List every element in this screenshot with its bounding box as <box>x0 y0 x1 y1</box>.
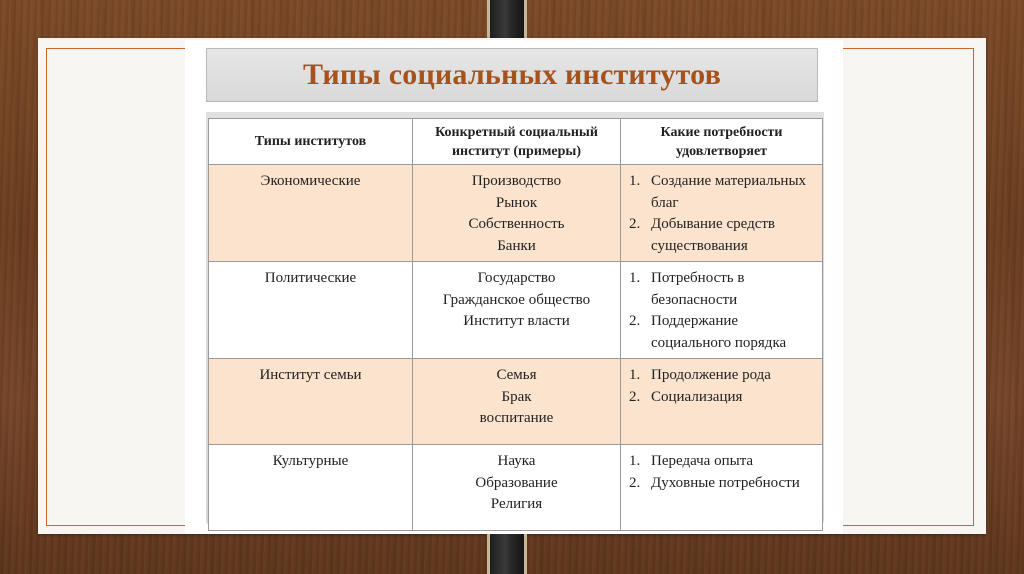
board-strap-top <box>487 0 527 40</box>
need-text: Создание материальных благ <box>651 173 807 211</box>
header-needs: Какие потребности удовлетворяет <box>621 119 823 165</box>
need-number: 1. <box>629 173 641 189</box>
example-item: Гражданское общество <box>442 291 591 308</box>
need-item <box>625 214 818 257</box>
cell-type: Политические <box>209 262 413 359</box>
example-item: Государство <box>477 270 556 286</box>
example-item: Институт власти <box>463 313 570 329</box>
need-text: Добывание средств существования <box>651 216 775 254</box>
example-item: Собственность <box>468 216 565 232</box>
need-item <box>625 171 818 214</box>
need-number: 2. <box>629 216 641 232</box>
example-item: воспитание <box>479 410 554 426</box>
need-item <box>625 387 818 409</box>
cell-needs <box>621 262 823 359</box>
needs-list <box>625 365 818 408</box>
need-text: Поддержание социального порядка <box>651 313 787 351</box>
cell-examples <box>413 445 621 531</box>
cell-needs <box>621 359 823 445</box>
example-item: Образование <box>475 474 558 491</box>
table-row <box>209 165 823 262</box>
need-text: Социализация <box>651 388 743 405</box>
need-item <box>625 473 818 495</box>
table-row <box>209 359 823 445</box>
need-text: Духовные потребности <box>651 474 800 491</box>
cell-examples <box>413 165 621 262</box>
cell-needs <box>621 165 823 262</box>
example-item: Рынок <box>495 194 538 211</box>
page-title: Типы социальных институтов <box>302 58 722 91</box>
example-item: Семья <box>496 367 537 383</box>
example-item: Брак <box>501 388 532 405</box>
table-header-row <box>209 119 823 165</box>
needs-list <box>625 171 818 257</box>
need-number: 1. <box>629 270 641 286</box>
cell-type: Культурные <box>209 445 413 531</box>
example-item: Наука <box>497 453 536 469</box>
cell-examples <box>413 262 621 359</box>
need-text: Продолжение рода <box>651 367 771 383</box>
table-row <box>209 445 823 531</box>
need-item <box>625 365 818 387</box>
needs-list <box>625 268 818 354</box>
cell-type: Институт семьи <box>209 359 413 445</box>
table-container <box>206 112 824 526</box>
example-item: Производство <box>471 173 562 189</box>
need-number: 1. <box>629 453 641 469</box>
header-concrete: Конкретный социальный институт (примеры) <box>413 119 621 165</box>
need-text: Потребность в безопасности <box>651 270 745 308</box>
cell-needs <box>621 445 823 531</box>
need-item <box>625 451 818 473</box>
title-box <box>206 48 818 102</box>
need-number: 2. <box>629 474 641 491</box>
needs-list <box>625 451 818 494</box>
need-item <box>625 268 818 311</box>
cell-type: Экономические <box>209 165 413 262</box>
need-item <box>625 311 818 354</box>
example-item: Банки <box>497 237 536 254</box>
institutions-table <box>208 118 823 531</box>
need-number: 2. <box>629 388 641 405</box>
table-row <box>209 262 823 359</box>
need-number: 2. <box>629 313 641 329</box>
board-strap-bottom <box>487 532 527 574</box>
need-number: 1. <box>629 367 641 383</box>
header-types: Типы институтов <box>209 119 413 165</box>
example-item: Религия <box>490 496 543 512</box>
cell-examples <box>413 359 621 445</box>
need-text: Передача опыта <box>651 453 754 469</box>
